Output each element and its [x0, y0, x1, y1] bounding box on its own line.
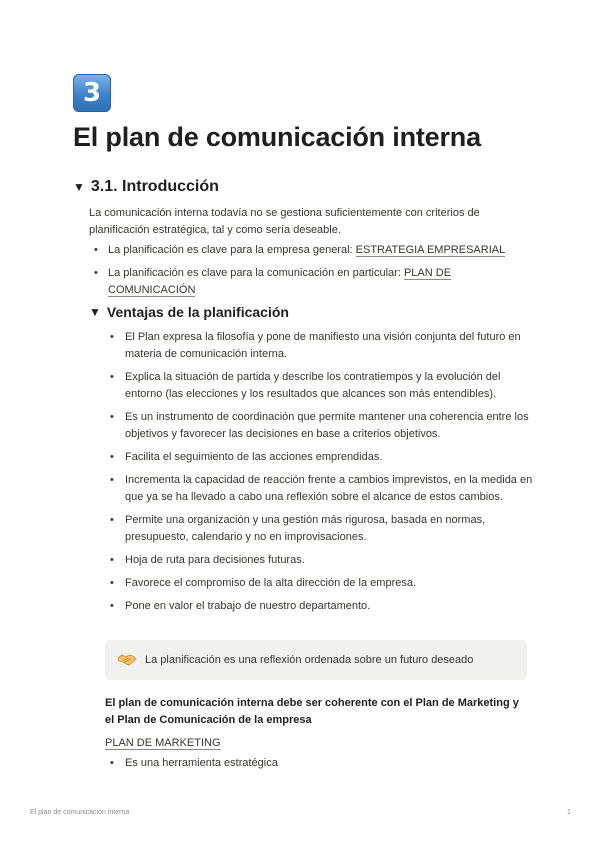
list-item: • Permite una organización y una gestión más rigurosa, basada en normas, presupuesto, calendario y no en improvisaciones.	[105, 512, 535, 546]
marketing-link-line	[105, 735, 221, 752]
bullet-text: La planificación es clave para la empresa general:	[108, 244, 356, 256]
footer-title: El plan de comunicación interna	[30, 809, 130, 816]
section-heading-introduccion[interactable]	[73, 178, 219, 196]
callout-text: La planificación es una reflexión ordenada sobre un futuro deseado	[145, 654, 474, 666]
list-item: • Favorece el compromiso de la alta dirección de la empresa.	[105, 575, 535, 592]
intro-paragraph: La comunicación interna todavía no se gestiona suficientemente con criterios de planificación estratégica, tal y como sería deseable.	[89, 207, 480, 236]
footer-page-number: 1	[567, 809, 571, 816]
list-item: • Es una herramienta estratégica	[105, 755, 530, 772]
subsection-heading-text: Ventajas de la planificación	[106, 304, 289, 320]
keycap-3-icon	[73, 74, 111, 112]
coherence-note: El plan de comunicación interna debe ser coherente con el Plan de Marketing y el Plan de Comunicación de la empresa	[105, 697, 519, 726]
list-item	[89, 242, 529, 259]
toggle-triangle-icon[interactable]: ▼	[73, 180, 85, 194]
bullet-text: La planificación es clave para la comunicación en particular:	[108, 267, 404, 279]
callout-box	[105, 640, 527, 680]
subsection-heading-ventajas[interactable]	[89, 304, 289, 320]
list-item: • Incrementa la capacidad de reacción frente a cambios imprevistos, en la medida en que ya se ha llevado a cabo una reflexión sobre el alcance de estos cambios.	[105, 472, 535, 506]
handshake-icon	[117, 652, 137, 668]
keycap-3-glyph: 3	[82, 78, 102, 108]
link-estrategia-empresarial[interactable]: ESTRATEGIA EMPRESARIAL	[355, 244, 506, 256]
link-plan-de-comunicacion[interactable]: PLAN DE COMUNICACIÓN	[108, 267, 452, 296]
list-item: • Hoja de ruta para decisiones futuras.	[105, 552, 535, 569]
list-item: • El Plan expresa la filosofía y pone de manifiesto una visión conjunta del futuro en materia de comunicación interna.	[105, 329, 535, 363]
page-title: El plan de comunicación interna	[73, 122, 481, 152]
list-item: • Pone en valor el trabajo de nuestro departamento.	[105, 598, 535, 615]
marketing-bullet-list	[105, 755, 530, 772]
list-item: • Explica la situación de partida y describe los contratiempos y la evolución del entorno (las elecciones y los resultados que alcances son más entendibles).	[105, 369, 535, 403]
ventajas-bullet-list	[105, 329, 535, 621]
list-item	[89, 265, 529, 299]
intro-bullet-list	[89, 242, 529, 305]
list-item: • Facilita el seguimiento de las acciones emprendidas.	[105, 449, 535, 466]
toggle-triangle-icon[interactable]: ▼	[89, 305, 101, 319]
section-heading-text: 3.1. Introducción	[90, 178, 219, 195]
link-plan-de-marketing[interactable]: PLAN DE MARKETING	[105, 737, 221, 749]
list-item: • Es un instrumento de coordinación que permite mantener una coherencia entre los objetivos y favorecer las decisiones en base a criterios objetivos.	[105, 409, 535, 443]
